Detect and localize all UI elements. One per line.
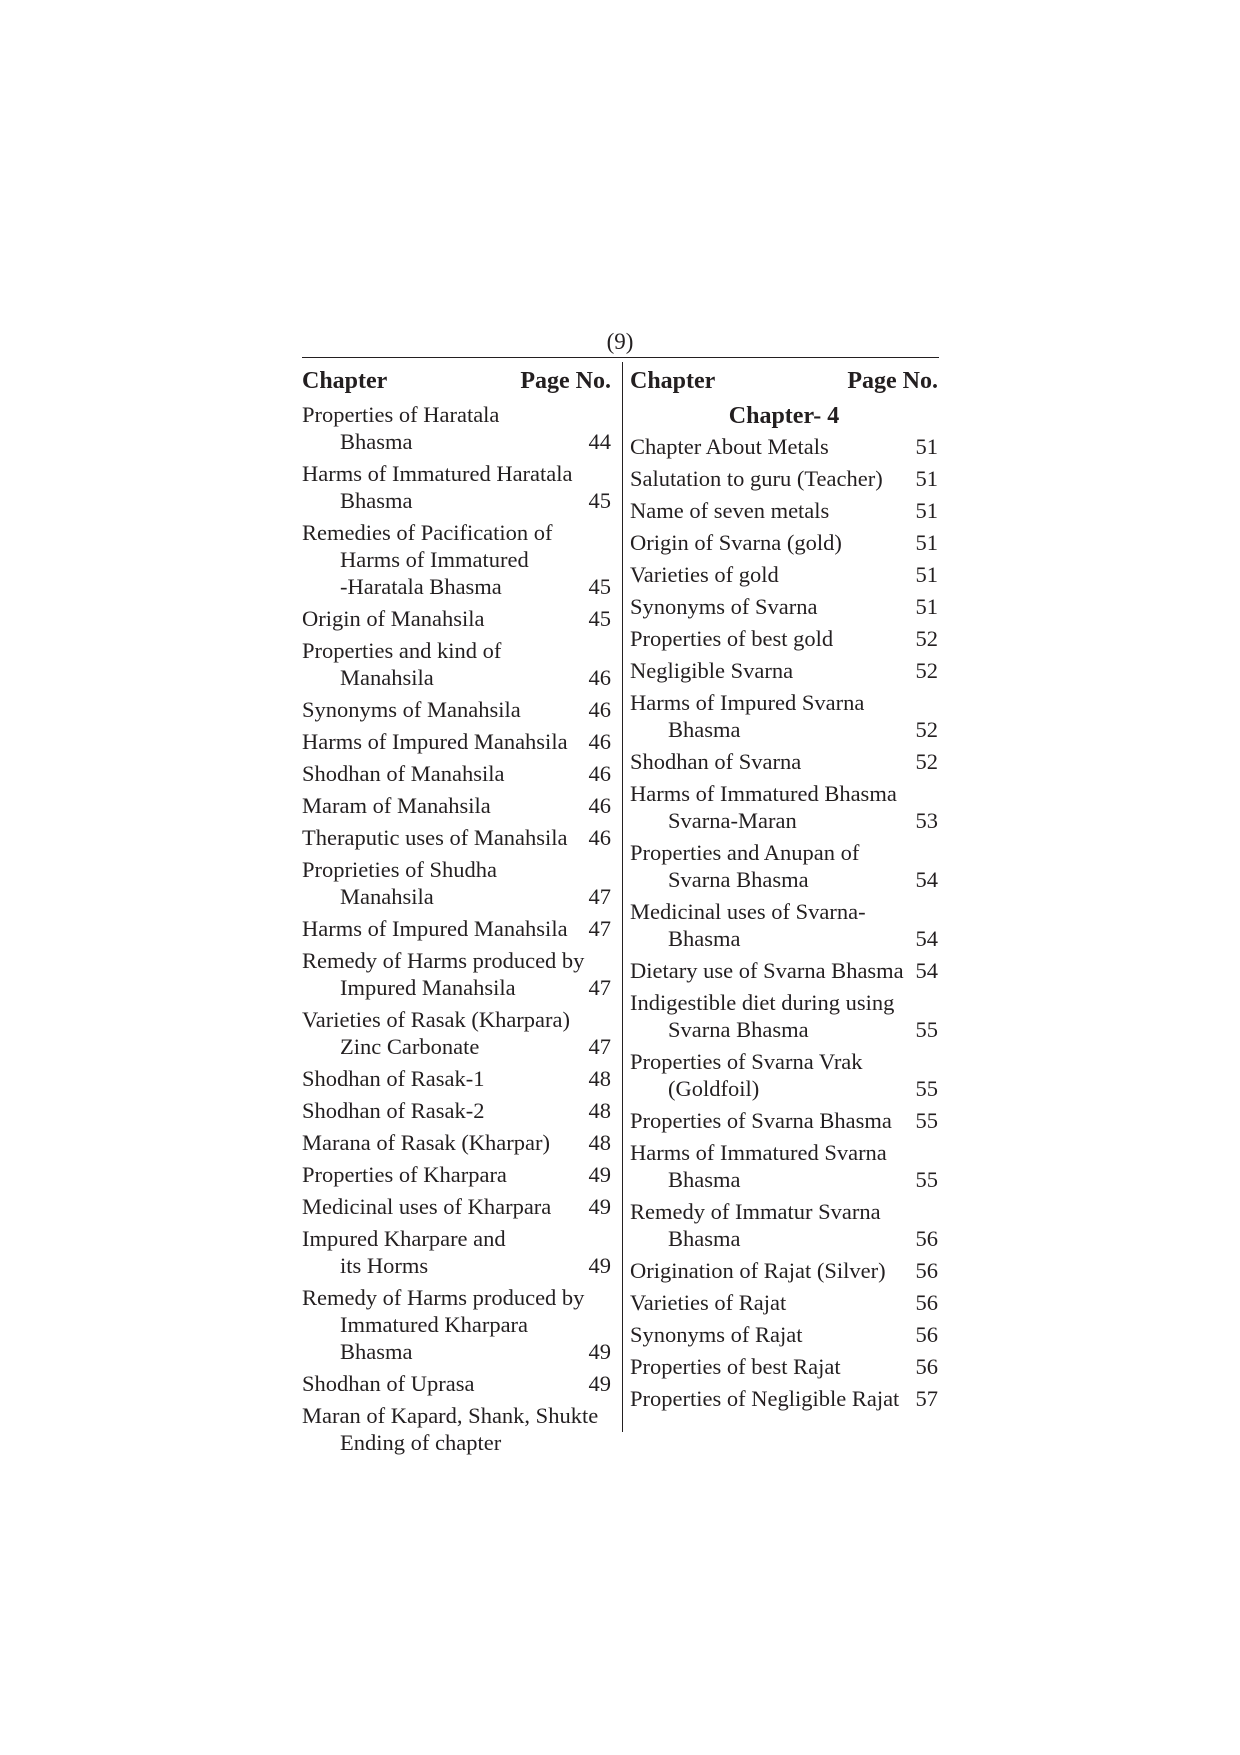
toc-entry xyxy=(630,433,938,460)
toc-entry-title: Shodhan of Svarna xyxy=(630,749,802,774)
toc-entry-title: Indigestible diet during using xyxy=(630,990,895,1015)
toc-entry-line xyxy=(630,780,938,807)
toc-entry-page: 52 xyxy=(915,717,938,742)
toc-entry-page: 46 xyxy=(588,697,611,722)
toc-entry-line xyxy=(302,1129,611,1156)
toc-entry-title: Bhasma xyxy=(340,488,413,513)
toc-entry-line xyxy=(630,529,938,556)
toc-entry xyxy=(302,1097,611,1124)
page-number: (9) xyxy=(606,329,634,354)
toc-entry-title: Chapter About Metals xyxy=(630,434,829,459)
toc-entry-title: Origin of Manahsila xyxy=(302,606,485,631)
toc-entry-line xyxy=(302,1402,611,1429)
toc-entry-title: Marana of Rasak (Kharpar) xyxy=(302,1130,551,1155)
toc-entry xyxy=(630,529,938,556)
toc-entry-line xyxy=(302,1097,611,1124)
toc-entry xyxy=(630,657,938,684)
toc-entry-line xyxy=(302,460,611,487)
toc-entry-title: Properties of Kharpara xyxy=(302,1162,507,1187)
toc-entry-line xyxy=(630,1016,938,1043)
toc-entry xyxy=(630,625,938,652)
toc-entry-page: 51 xyxy=(915,594,938,619)
toc-entry-title: Harms of Impured Svarna xyxy=(630,690,865,715)
toc-entry-line xyxy=(302,915,611,942)
toc-entry-page: 46 xyxy=(588,729,611,754)
toc-entry-line xyxy=(302,1252,611,1279)
toc-entry xyxy=(630,780,938,834)
toc-entry-page: 55 xyxy=(915,1076,938,1101)
toc-entry-page xyxy=(605,1429,611,1456)
toc-entry-page: 46 xyxy=(588,793,611,818)
toc-entry xyxy=(630,898,938,952)
toc-entry-title: Bhasma xyxy=(668,717,741,742)
toc-entry-page: 56 xyxy=(915,1354,938,1379)
toc-entry-line xyxy=(630,1075,938,1102)
toc-entry-title: Maram of Manahsila xyxy=(302,793,491,818)
toc-entry-line xyxy=(302,696,611,723)
toc-entry-line xyxy=(302,1161,611,1188)
toc-entry-line xyxy=(630,1385,938,1412)
toc-entry-title: Name of seven metals xyxy=(630,498,830,523)
toc-entry-line xyxy=(302,824,611,851)
toc-entry-title: Synonyms of Rajat xyxy=(630,1322,803,1347)
toc-entry xyxy=(302,1065,611,1092)
toc-entry-title: -Haratala Bhasma xyxy=(340,574,502,599)
toc-entry-title: Varieties of gold xyxy=(630,562,779,587)
toc-entry xyxy=(630,593,938,620)
toc-entry xyxy=(302,637,611,691)
toc-entry-title: Bhasma xyxy=(340,1339,413,1364)
toc-entry-title: Properties of Negligible Rajat xyxy=(630,1386,900,1411)
toc-entry-line xyxy=(630,957,938,984)
toc-entry xyxy=(302,696,611,723)
toc-entry-page: 49 xyxy=(588,1194,611,1219)
toc-entry-page: 46 xyxy=(588,665,611,690)
toc-entry-title: Manahsila xyxy=(340,884,434,909)
toc-entry-title: Harms of Immatured Svarna xyxy=(630,1140,887,1165)
toc-entry-title: its Horms xyxy=(340,1253,429,1278)
toc-entry-page: 51 xyxy=(915,466,938,491)
toc-entry-line xyxy=(630,497,938,524)
toc-entry-page: 55 xyxy=(915,1108,938,1133)
toc-entry-page: 53 xyxy=(915,808,938,833)
toc-entry-page: 52 xyxy=(915,749,938,774)
toc-entry xyxy=(302,1284,611,1365)
page-no-heading-label: Page No. xyxy=(847,368,938,394)
toc-entry-title: Shodhan of Uprasa xyxy=(302,1371,475,1396)
toc-entry-title: Origin of Svarna (gold) xyxy=(630,530,842,555)
toc-entry-title: (Goldfoil) xyxy=(668,1076,760,1101)
toc-entry-page: 46 xyxy=(588,825,611,850)
toc-entry-title: Origination of Rajat (Silver) xyxy=(630,1258,886,1283)
toc-entry xyxy=(302,1193,611,1220)
chapter-heading-label: Chapter xyxy=(630,368,716,394)
toc-entry-line xyxy=(630,465,938,492)
toc-entry-line xyxy=(302,1429,611,1456)
toc-entry-page: 56 xyxy=(915,1290,938,1315)
toc-entry-line xyxy=(630,989,938,1016)
toc-entry-line xyxy=(630,807,938,834)
toc-entry-title: Properties of best gold xyxy=(630,626,834,651)
toc-entry-line xyxy=(302,856,611,883)
toc-entry-title: Ending of chapter xyxy=(340,1430,502,1455)
toc-entry-title: Properties of Svarna Bhasma xyxy=(630,1108,892,1133)
toc-entry-title: Properties of Haratala xyxy=(302,402,500,427)
toc-entry-page: 44 xyxy=(588,429,611,454)
toc-entry-title: Harms of Immatured xyxy=(340,547,529,572)
toc-entry-line xyxy=(302,546,611,573)
toc-entry xyxy=(302,824,611,851)
toc-entry-title: Svarna-Maran xyxy=(668,808,797,833)
toc-entry xyxy=(302,856,611,910)
toc-entry-title: Impured Manahsila xyxy=(340,975,516,1000)
toc-entry-line xyxy=(630,1321,938,1348)
toc-entry-line xyxy=(630,625,938,652)
toc-entry-line xyxy=(302,401,611,428)
toc-entry-line xyxy=(302,573,611,600)
toc-entry-title: Properties and Anupan of xyxy=(630,840,860,865)
toc-entry-line xyxy=(630,866,938,893)
left-column-header xyxy=(302,366,611,396)
toc-entry-line xyxy=(630,839,938,866)
toc-entry-title: Bhasma xyxy=(668,926,741,951)
right-entry-list xyxy=(630,433,938,1412)
toc-entry-page: 51 xyxy=(915,434,938,459)
toc-entry-title: Maran of Kapard, Shank, Shukte xyxy=(302,1403,599,1428)
toc-entry-page: 46 xyxy=(588,761,611,786)
toc-entry-title: Varieties of Rajat xyxy=(630,1290,787,1315)
toc-entry-title: Harms of Immatured Haratala xyxy=(302,461,573,486)
toc-entry-line xyxy=(630,1048,938,1075)
toc-entry-title: Harms of Impured Manahsila xyxy=(302,916,568,941)
toc-entry-line xyxy=(302,1033,611,1060)
toc-entry-line xyxy=(302,637,611,664)
toc-entry-title: Salutation to guru (Teacher) xyxy=(630,466,883,491)
toc-entry-line xyxy=(302,1311,611,1338)
toc-entry xyxy=(630,1321,938,1348)
toc-entry xyxy=(630,1289,938,1316)
chapter-heading-label: Chapter xyxy=(302,368,388,394)
toc-entry-line xyxy=(302,947,611,974)
toc-entry-page: 54 xyxy=(915,867,938,892)
toc-entry xyxy=(302,1370,611,1397)
toc-entry-page: 51 xyxy=(915,562,938,587)
toc-entry xyxy=(630,1048,938,1102)
header-rule xyxy=(302,357,939,358)
toc-entry xyxy=(630,989,938,1043)
right-column xyxy=(630,366,938,1417)
toc-entry-title: Properties of best Rajat xyxy=(630,1354,841,1379)
toc-entry-title: Svarna Bhasma xyxy=(668,867,809,892)
toc-entry-page: 55 xyxy=(915,1167,938,1192)
toc-entry xyxy=(630,1198,938,1252)
toc-entry-line xyxy=(302,664,611,691)
toc-entry-page: 47 xyxy=(588,916,611,941)
toc-entry-page: 48 xyxy=(588,1066,611,1091)
toc-entry-page: 56 xyxy=(915,1226,938,1251)
toc-entry-title: Manahsila xyxy=(340,665,434,690)
left-entry-list xyxy=(302,401,611,1456)
toc-entry-line xyxy=(302,487,611,514)
toc-entry-line xyxy=(302,1370,611,1397)
toc-entry-page: 52 xyxy=(915,626,938,651)
toc-entry-page: 45 xyxy=(588,574,611,599)
toc-entry-title: Bhasma xyxy=(668,1226,741,1251)
toc-entry-line xyxy=(630,1225,938,1252)
toc-entry-line xyxy=(302,1225,611,1252)
toc-entry-line xyxy=(302,605,611,632)
toc-entry-page: 45 xyxy=(588,488,611,513)
toc-entry-line xyxy=(630,433,938,460)
toc-entry-line xyxy=(630,1139,938,1166)
toc-entry-page: 49 xyxy=(588,1162,611,1187)
toc-entry-title: Shodhan of Rasak-1 xyxy=(302,1066,485,1091)
toc-entry xyxy=(630,748,938,775)
toc-entry xyxy=(630,1353,938,1380)
toc-entry-title: Bhasma xyxy=(340,429,413,454)
toc-entry-line xyxy=(302,883,611,910)
toc-entry-title: Svarna Bhasma xyxy=(668,1017,809,1042)
toc-entry xyxy=(630,561,938,588)
toc-entry-page: 56 xyxy=(915,1322,938,1347)
toc-entry-page: 45 xyxy=(588,606,611,631)
toc-entry xyxy=(302,519,611,600)
toc-entry-title: Zinc Carbonate xyxy=(340,1034,480,1059)
toc-entry-line xyxy=(630,1198,938,1225)
toc-entry-page: 49 xyxy=(588,1371,611,1396)
toc-entry-line xyxy=(630,561,938,588)
toc-entry-page: 49 xyxy=(588,1339,611,1364)
toc-entry xyxy=(302,401,611,455)
toc-entry xyxy=(302,1161,611,1188)
toc-entry-page: 47 xyxy=(588,975,611,1000)
toc-entry-line xyxy=(302,1006,611,1033)
toc-entry-title: Varieties of Rasak (Kharpara) xyxy=(302,1007,571,1032)
toc-entry-line xyxy=(630,748,938,775)
toc-entry-page: 52 xyxy=(915,658,938,683)
toc-entry-title: Medicinal uses of Svarna- xyxy=(630,899,866,924)
page-no-heading-label: Page No. xyxy=(520,368,611,394)
column-divider xyxy=(622,362,623,1432)
toc-entry xyxy=(302,915,611,942)
toc-entry xyxy=(630,839,938,893)
toc-entry xyxy=(302,460,611,514)
toc-entry xyxy=(302,947,611,1001)
toc-entry-title: Synonyms of Svarna xyxy=(630,594,818,619)
toc-entry-title: Remedy of Harms produced by xyxy=(302,948,585,973)
toc-entry-page: 54 xyxy=(915,958,938,983)
toc-entry xyxy=(302,1225,611,1279)
toc-entry-line xyxy=(302,792,611,819)
toc-entry xyxy=(630,1139,938,1193)
right-column-header xyxy=(630,366,938,396)
toc-entry-title: Negligible Svarna xyxy=(630,658,794,683)
toc-entry-title: Remedy of Harms produced by xyxy=(302,1285,585,1310)
toc-entry-line xyxy=(630,1257,938,1284)
toc-entry-title: Properties and kind of xyxy=(302,638,502,663)
toc-entry-title: Bhasma xyxy=(668,1167,741,1192)
toc-entry-page: 56 xyxy=(915,1258,938,1283)
toc-entry-page: 47 xyxy=(588,884,611,909)
toc-entry-page: 51 xyxy=(915,530,938,555)
toc-entry-line xyxy=(302,1065,611,1092)
toc-entry xyxy=(302,1006,611,1060)
toc-entry xyxy=(630,689,938,743)
toc-entry-page: 48 xyxy=(588,1098,611,1123)
toc-entry xyxy=(302,792,611,819)
toc-entry xyxy=(630,497,938,524)
toc-entry-title: Medicinal uses of Kharpara xyxy=(302,1194,552,1219)
toc-entry-page: 57 xyxy=(915,1386,938,1411)
toc-entry-title: Harms of Immatured Bhasma xyxy=(630,781,897,806)
toc-entry-line xyxy=(630,898,938,925)
toc-entry-title: Dietary use of Svarna Bhasma xyxy=(630,958,904,983)
toc-entry-line xyxy=(630,1107,938,1134)
toc-entry-line xyxy=(630,657,938,684)
toc-entry-page: 54 xyxy=(915,926,938,951)
toc-entry xyxy=(630,1107,938,1134)
toc-entry-line xyxy=(302,519,611,546)
toc-entry-page: 51 xyxy=(915,498,938,523)
toc-entry-line xyxy=(302,1284,611,1311)
toc-entry-title: Remedy of Immatur Svarna xyxy=(630,1199,881,1224)
toc-entry xyxy=(630,465,938,492)
toc-entry-title: Shodhan of Rasak-2 xyxy=(302,1098,485,1123)
toc-entry-title: Impured Kharpare and xyxy=(302,1226,506,1251)
toc-entry-line xyxy=(302,728,611,755)
toc-entry-title: Immatured Kharpara xyxy=(340,1312,529,1337)
toc-entry-page: 49 xyxy=(588,1253,611,1278)
toc-entry xyxy=(302,728,611,755)
toc-entry-page: 47 xyxy=(588,1034,611,1059)
toc-entry xyxy=(630,1257,938,1284)
toc-entry-line xyxy=(302,1193,611,1220)
toc-entry xyxy=(630,957,938,984)
toc-entry-line xyxy=(630,689,938,716)
toc-entry-line xyxy=(302,428,611,455)
chapter-4-heading: Chapter- 4 xyxy=(728,403,840,429)
toc-entry xyxy=(630,1385,938,1412)
toc-entry-title: Properties of Svarna Vrak xyxy=(630,1049,863,1074)
toc-entry-line xyxy=(302,974,611,1001)
toc-entry xyxy=(302,605,611,632)
toc-entry xyxy=(302,1129,611,1156)
toc-entry xyxy=(302,760,611,787)
toc-entry-line xyxy=(302,760,611,787)
toc-entry-title: Harms of Impured Manahsila xyxy=(302,729,568,754)
toc-entry-page: 55 xyxy=(915,1017,938,1042)
toc-entry-line xyxy=(302,1338,611,1365)
left-column xyxy=(302,366,611,1461)
toc-entry-line xyxy=(630,593,938,620)
toc-entry xyxy=(302,1402,611,1456)
toc-entry-line xyxy=(630,925,938,952)
toc-entry-line xyxy=(630,1353,938,1380)
toc-entry-title: Proprieties of Shudha xyxy=(302,857,497,882)
toc-entry-title: Shodhan of Manahsila xyxy=(302,761,505,786)
toc-entry-line xyxy=(630,1166,938,1193)
toc-entry-title: Remedies of Pacification of xyxy=(302,520,553,545)
toc-entry-title: Theraputic uses of Manahsila xyxy=(302,825,568,850)
toc-entry-line xyxy=(630,716,938,743)
toc-entry-line xyxy=(630,1289,938,1316)
toc-entry-title: Synonyms of Manahsila xyxy=(302,697,521,722)
toc-entry-page: 48 xyxy=(588,1130,611,1155)
